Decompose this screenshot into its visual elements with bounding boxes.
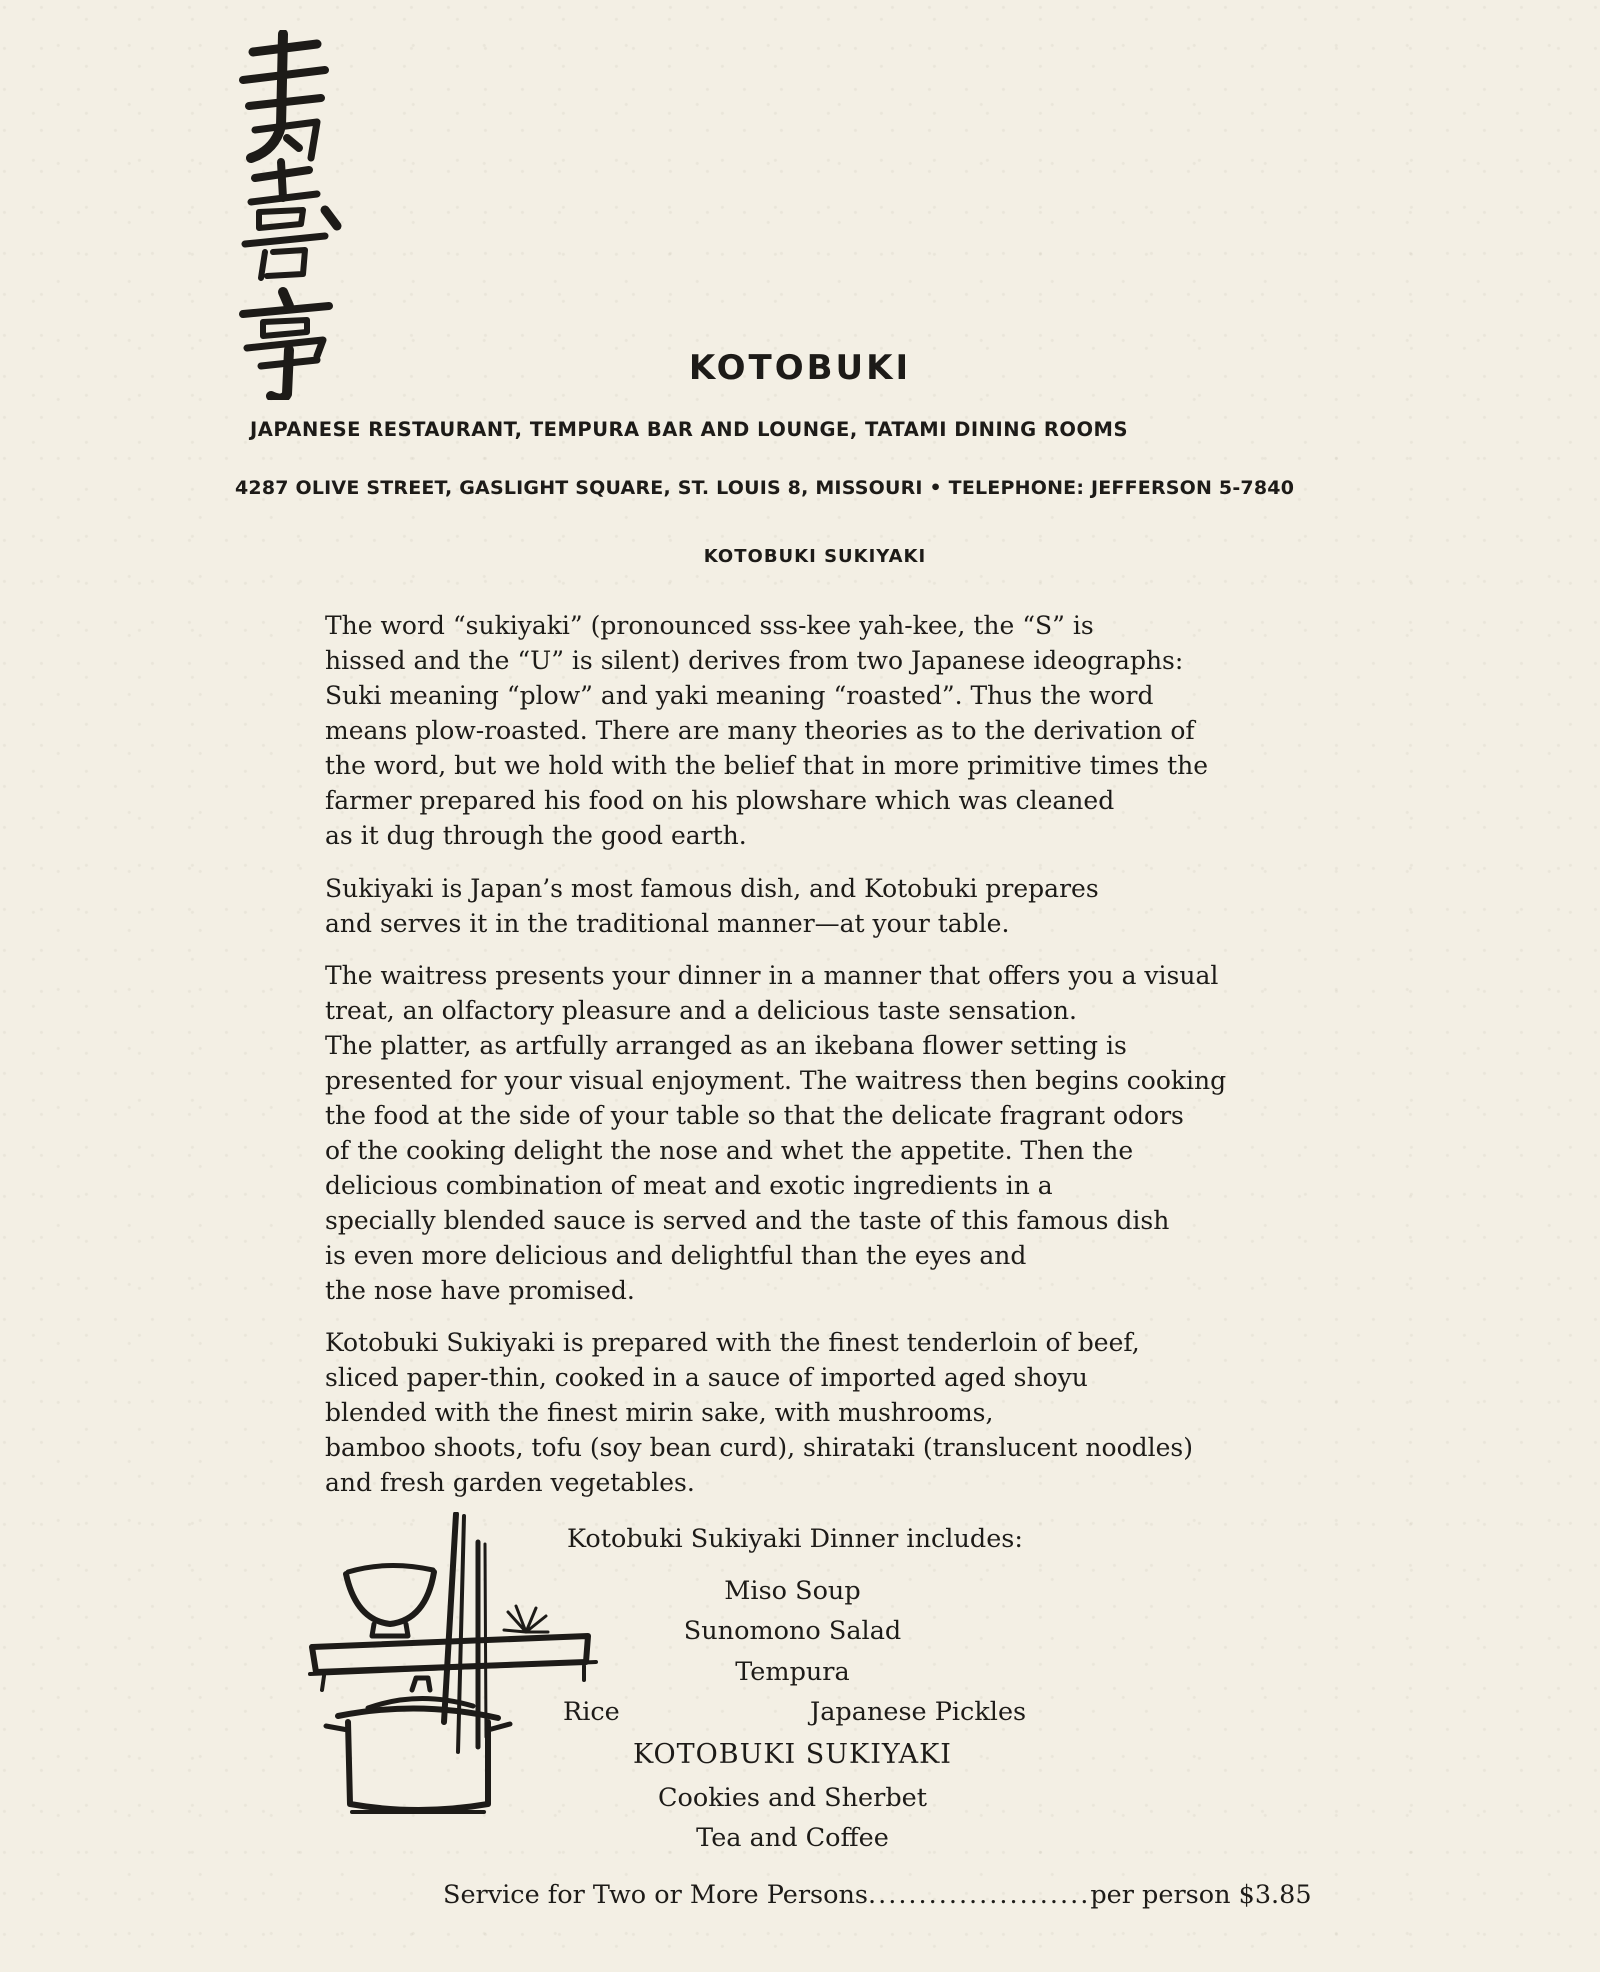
paragraph-line: blended with the finest mirin sake, with mushrooms, (325, 1398, 994, 1427)
paragraph-line: bamboo shoots, tofu (soy bean curd), shirataki (translucent noodles) (325, 1433, 1194, 1462)
paragraph-presentation (325, 958, 1255, 1308)
paragraph-line: sliced paper-thin, cooked in a sauce of imported aged shoyu (325, 1363, 1088, 1392)
calligraphy-logo-icon (225, 30, 345, 400)
dinner-item-dessert: Cookies and Sherbet (658, 1783, 927, 1813)
restaurant-subtitle: JAPANESE RESTAURANT, TEMPURA BAR AND LOUNGE, TATAMI DINING ROOMS (250, 418, 1128, 441)
service-label: Service for Two or More Persons (443, 1880, 868, 1910)
paragraph-ingredients (325, 1325, 1255, 1500)
paragraph-line: as it dug through the good earth. (325, 821, 747, 850)
paragraph-line: presented for your visual enjoyment. The waitress then begins cooking (325, 1066, 1227, 1095)
service-price-row (443, 1880, 1312, 1910)
paragraph-line: the food at the side of your table so that the delicate fragrant odors (325, 1101, 1184, 1130)
paragraph-line: the word, but we hold with the belief that in more primitive times the (325, 751, 1209, 780)
paragraph-line: The waitress presents your dinner in a manner that offers you a visual (325, 961, 1219, 990)
dinner-item-tempura: Tempura (735, 1657, 850, 1687)
paragraph-line: means plow-roasted. There are many theories as to the derivation of (325, 716, 1195, 745)
dinner-item-miso-soup: Miso Soup (724, 1576, 861, 1606)
price: per person $3.85 (1090, 1880, 1312, 1910)
paragraph-line: treat, an olfactory pleasure and a delicious taste sensation. (325, 996, 1077, 1025)
paragraph-line: The word “sukiyaki” (pronounced sss-kee yah-kee, the “S” is (325, 611, 1094, 640)
paragraph-line: Suki meaning “plow” and yaki meaning “roasted”. Thus the word (325, 681, 1154, 710)
paragraph-line: is even more delicious and delightful than the eyes and (325, 1241, 1027, 1270)
dinner-item-drinks: Tea and Coffee (696, 1823, 889, 1853)
dinner-item-pickles: Japanese Pickles (810, 1697, 1027, 1727)
dinner-item-rice: Rice (563, 1697, 620, 1727)
paragraph-line: Kotobuki Sukiyaki is prepared with the finest tenderloin of beef, (325, 1328, 1140, 1357)
paragraph-line: specially blended sauce is served and the taste of this famous dish (325, 1206, 1170, 1235)
paragraph-line: and serves it in the traditional manner—at your table. (325, 909, 1010, 938)
dinner-item-main: KOTOBUKI SUKIYAKI (633, 1739, 952, 1770)
paragraph-line: The platter, as artfully arranged as an ikebana flower setting is (325, 1031, 1127, 1060)
paragraph-line: farmer prepared his food on his plowshare which was cleaned (325, 786, 1115, 815)
paragraph-line: hissed and the “U” is silent) derives from two Japanese ideographs: (325, 646, 1184, 675)
paragraph-line: and fresh garden vegetables. (325, 1468, 695, 1497)
restaurant-name: KOTOBUKI (688, 348, 912, 388)
restaurant-address: 4287 OLIVE STREET, GASLIGHT SQUARE, ST. LOUIS 8, MISSOURI • TELEPHONE: JEFFERSON 5-7840 (235, 477, 1295, 499)
paragraph-line: Sukiyaki is Japan’s most famous dish, and Kotobuki prepares (325, 874, 1099, 903)
paragraph-etymology (325, 608, 1255, 853)
paragraph-line: the nose have promised. (325, 1276, 635, 1305)
dot-leader: ...................... (868, 1880, 1091, 1910)
section-heading: KOTOBUKI SUKIYAKI (703, 546, 927, 567)
paragraph-tradition (325, 871, 1255, 941)
paragraph-line: of the cooking delight the nose and whet the appetite. Then the (325, 1136, 1134, 1165)
dinner-item-salad: Sunomono Salad (683, 1616, 902, 1646)
dinner-intro: Kotobuki Sukiyaki Dinner includes: (567, 1524, 1023, 1554)
paragraph-line: delicious combination of meat and exotic ingredients in a (325, 1171, 1053, 1200)
